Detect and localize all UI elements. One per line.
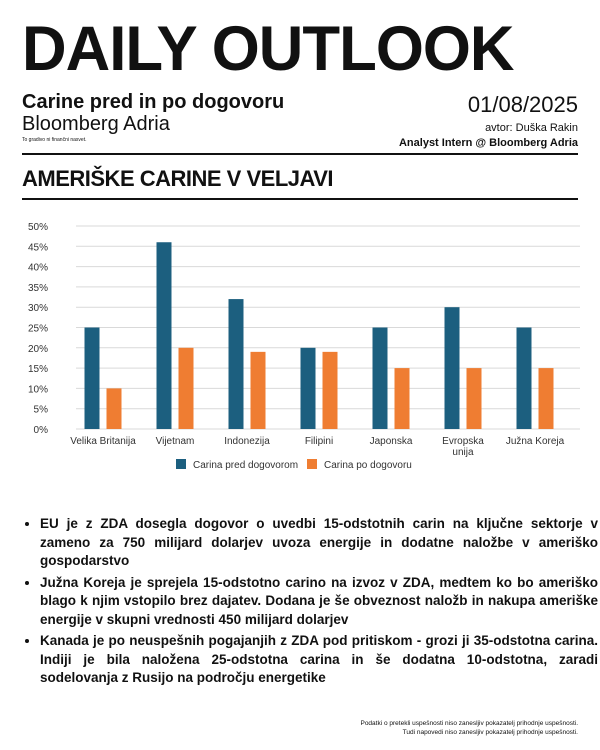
footer-note-2: Tudi napovedi niso zanesljiv pokazatelj prihodnje uspešnosti. <box>402 729 578 736</box>
divider-top <box>22 153 578 155</box>
legend-swatch-before <box>176 459 186 469</box>
section-title: AMERIŠKE CARINE V VELJAVI <box>22 166 334 191</box>
bar-after <box>323 352 338 429</box>
bar-after <box>179 348 194 429</box>
report-date: 01/08/2025 <box>467 92 578 117</box>
bar-before <box>157 242 172 429</box>
x-tick-label: Japonska <box>369 436 413 447</box>
x-tick-label: Filipini <box>304 436 334 447</box>
tariff-bar-chart <box>0 210 600 480</box>
bar-before <box>229 299 244 429</box>
x-tick-label: Indonezija <box>224 436 270 447</box>
bar-after <box>251 352 266 429</box>
report-title: DAILY OUTLOOK <box>22 14 514 84</box>
legend-label-after: Carina po dogovoru <box>324 460 412 471</box>
x-tick-label: Južna Koreja <box>505 436 565 447</box>
y-tick-label: 30% <box>27 303 48 315</box>
y-tick-label: 20% <box>27 343 48 355</box>
legend-label-before: Carina pred dogovorom <box>193 460 299 471</box>
y-tick-label: 15% <box>27 364 48 376</box>
publisher-name: Bloomberg Adria <box>22 113 170 135</box>
y-tick-label: 45% <box>27 242 48 254</box>
y-tick-label: 25% <box>27 323 48 335</box>
legend-swatch-after <box>307 459 317 469</box>
bar-before <box>373 328 388 430</box>
y-tick-label: 35% <box>27 282 48 294</box>
footer-note-1: Podatki o pretekli uspešnosti niso zanesljiv pokazatelj prihodnje uspešnosti. <box>360 720 578 727</box>
y-tick-label: 5% <box>33 404 48 416</box>
divider-section <box>22 198 578 200</box>
bar-before <box>301 348 316 429</box>
bullet-item-canada: • Kanada je po neuspešnih pogajanjih z ZDA pod pritiskom - grozi ji 35-odstotna carina. Indiji je bila naložena 25-odstotna carina in še dodatna 10-odstotna, zaradi sodelovanja z Rusijo na področju energetike <box>40 632 598 688</box>
bar-before <box>517 328 532 430</box>
bar-after <box>107 388 122 429</box>
x-tick-label: Evropska <box>442 436 484 447</box>
bullet-item-korea: • Južna Koreja je sprejela 15-odstotno carino na izvoz v ZDA, medtem ko bo ameriško blago k njim vstopilo brez dajatev. Dodana je še obveznost naložb in nakupa ameriške energije v skupni vrednosti 450 milijard dolarjev <box>40 574 598 630</box>
bar-before <box>85 328 100 430</box>
y-tick-label: 40% <box>27 262 48 274</box>
bar-after <box>395 368 410 429</box>
x-tick-label: unija <box>452 447 474 458</box>
report-subtitle: Carine pred in po dogovoru <box>22 91 285 113</box>
bar-after <box>539 368 554 429</box>
y-tick-label: 0% <box>33 425 48 436</box>
disclaimer-tagline: To gradivo ni finančni nasvet. <box>22 137 87 143</box>
y-tick-label: 10% <box>27 384 48 396</box>
bar-after <box>467 368 482 429</box>
bullet-item-eu: • EU je z ZDA dosegla dogovor o uvedbi 15-odstotnih carin na ključne sektorje v zameno za 750 milijard dolarjev uvoza energije in dodatne naložbe v ameriško gospodarstvo <box>40 515 598 571</box>
x-tick-label: Velika Britanija <box>70 436 136 447</box>
x-tick-label: Vijetnam <box>155 436 195 447</box>
bullet-list <box>22 515 598 691</box>
bar-before <box>445 307 460 429</box>
report-author: avtor: Duška Rakin <box>485 122 578 134</box>
author-role: Analyst Intern @ Bloomberg Adria <box>398 137 578 149</box>
y-tick-label: 50% <box>27 222 48 233</box>
